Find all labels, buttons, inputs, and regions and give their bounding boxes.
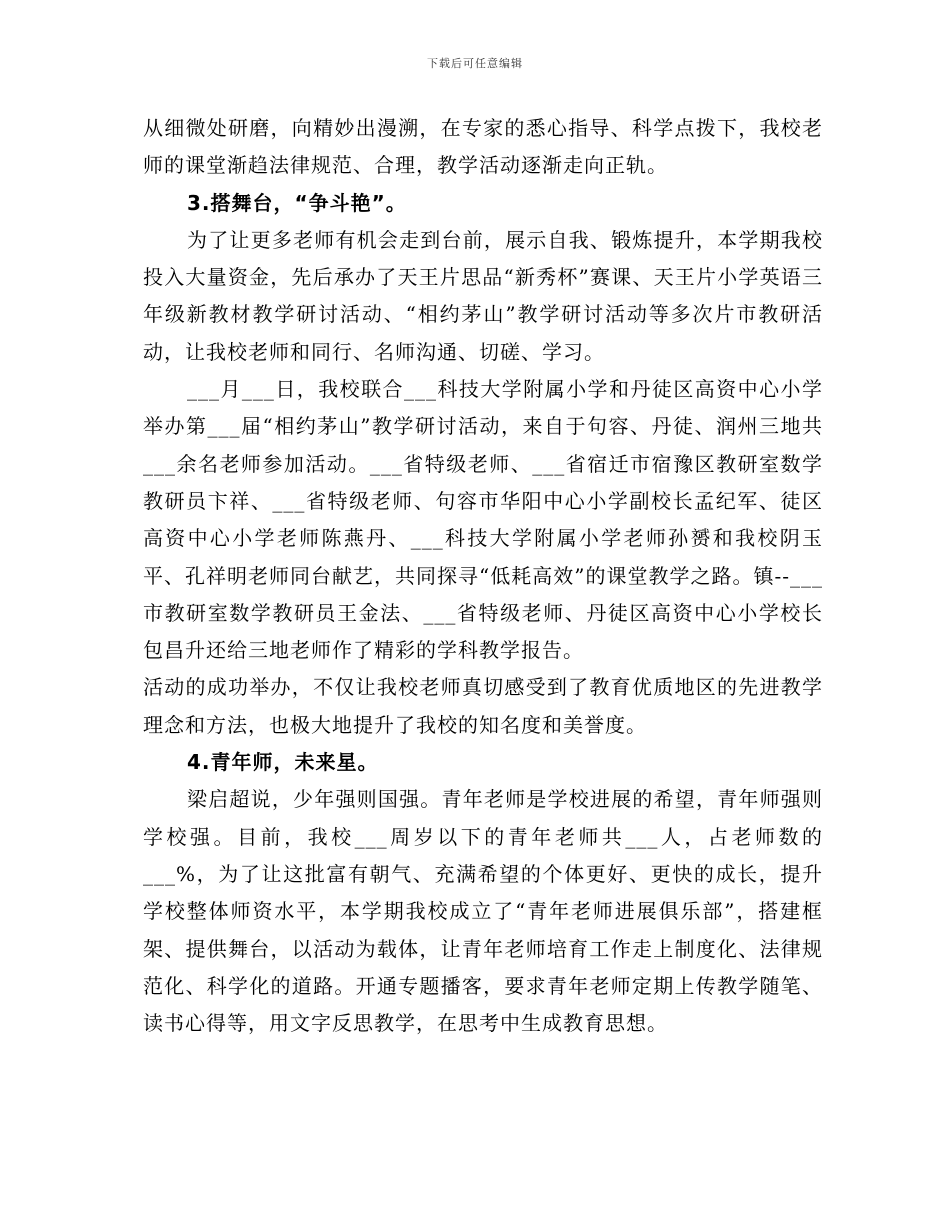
paragraph-3a: 为了让更多老师有机会走到台前，展示自我、锻炼提升，本学期我校投入大量资金，先后承办了天王片思品“新秀杯”赛课、天王片小学英语三年级新教材教学研讨活动、“相约茅山”教学研讨活动等多次片市教研活动，让我校老师和同行、名师沟通、切磋、学习。	[143, 227, 823, 364]
paragraph-intro: 从细微处研磨，向精妙出漫溯，在专家的悉心指导、科学点拨下，我校老师的课堂渐趋法律规范、合理，教学活动逐渐走向正轨。	[143, 116, 823, 178]
paragraph-3b-tail: 活动的成功举办，不仅让我校老师真切感受到了教育优质地区的先进教学理念和方法，也极大地提升了我校的知名度和美誉度。	[143, 675, 823, 737]
section-heading-3: 3.搭舞台，“争斗艳”。	[187, 190, 407, 215]
paragraph-4: 梁启超说，少年强则国强。青年老师是学校进展的希望，青年师强则学校强。目前，我校___周岁以下的青年老师共___人，占老师数的___%，为了让这批富有朝气、充满希望的个体更好、更快的成长，提升学校整体师资水平，本学期我校成立了“青年老师进展俱乐部”，搭建框架、提供舞台，以活动为载体，让青年老师培育工作走上制度化、法律规范化、科学化的道路。开通专题播客，要求青年老师定期上传教学随笔、读书心得等，用文字反思教学，在思考中生成教育思想。	[143, 787, 823, 1036]
page-header-note: 下载后可任意编辑	[427, 57, 523, 70]
section-heading-4: 4.青年师，未来星。	[187, 750, 379, 775]
paragraph-3b: ___月___日，我校联合___科技大学附属小学和丹徒区高资中心小学举办第___届“相约茅山”教学研讨活动，来自于句容、丹徒、润州三地共___余名老师参加活动。___省特级老师、___省宿迁市宿豫区教研室数学教研员卞祥、___省特级老师、句容市华阳中心小学副校长孟纪军、徒区高资中心小学老师陈燕丹、___科技大学附属小学老师孙赟和我校阴玉平、孔祥明老师同台献艺，共同探寻“低耗高效”的课堂教学之路。镇--___市教研室数学教研员王金法、___省特级老师、丹徒区高资中心小学校长包昌升还给三地老师作了精彩的学科教学报告。	[143, 377, 823, 663]
document-body	[143, 110, 823, 1042]
